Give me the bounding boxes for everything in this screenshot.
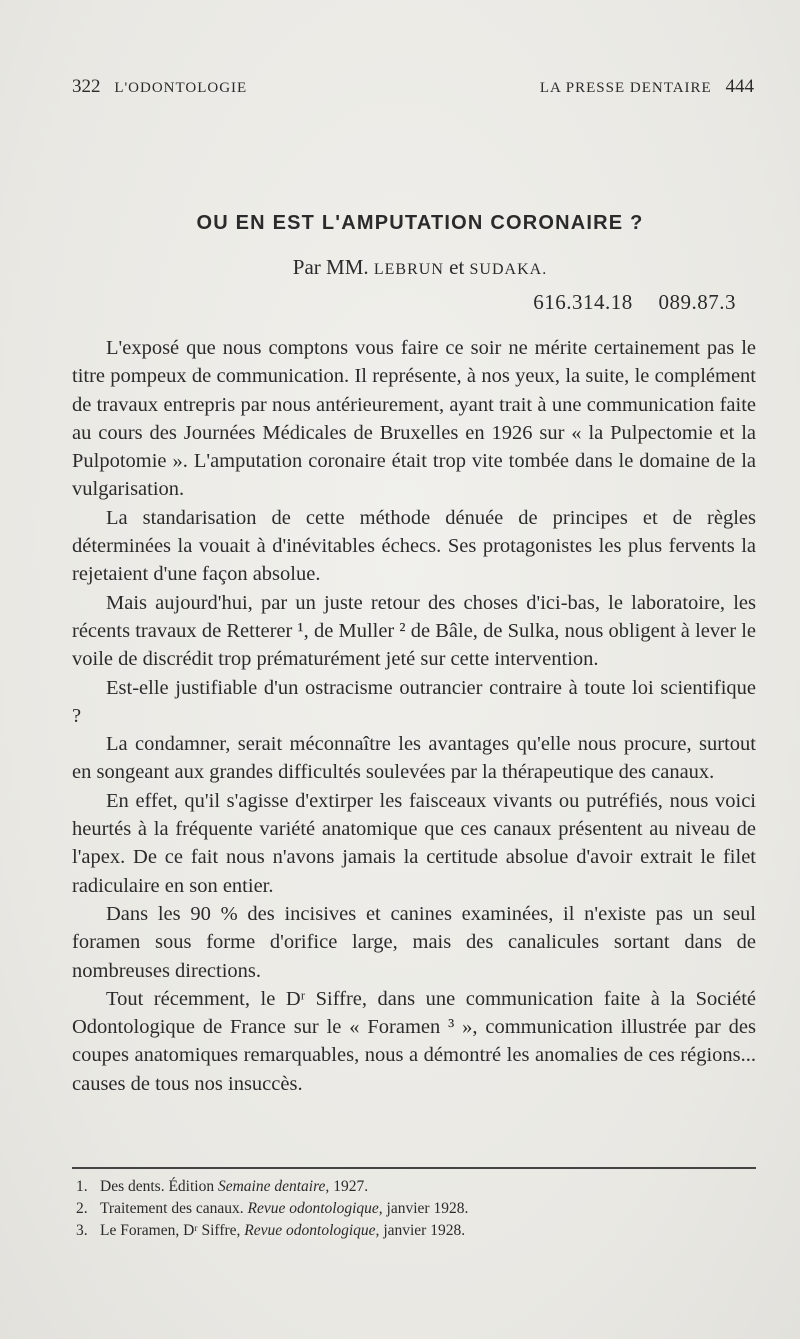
footnote-source: Revue odontologique, xyxy=(244,1222,380,1239)
classification-code-2: 089.87.3 xyxy=(658,290,736,314)
article-byline xyxy=(0,255,800,280)
paragraph-8: Tout récemment, le Dʳ Siffre, dans une communication faite à la Société Odontologique de France sur le « Foramen ³ », communication illustrée par des coupes anatomiques remarquables, nous a démontré les anomalies de ces régions... causes de tous nos insuccès. xyxy=(72,987,756,1095)
footnote-3 xyxy=(76,1220,756,1242)
paragraph-6: En effet, qu'il s'agisse d'extirper les faisceaux vivants ou putréfiés, nous voici heurtés à la fréquente variété anatomique que ces canaux présentent au niveau de l'apex. De ce fait nous n'avons jamais la certitude absolue d'avoir extrait le filet radiculaire en son entier. xyxy=(72,789,756,897)
footnote-text: Traitement des canaux. xyxy=(100,1200,248,1217)
author-sudaka: SUDAKA. xyxy=(469,261,548,278)
paragraph-4: Est-elle justifiable d'un ostracisme outrancier contraire à toute loi scientifique ? xyxy=(72,676,756,727)
header-left xyxy=(72,76,247,98)
footnote-number: 1. xyxy=(76,1178,88,1195)
paragraph-5: La condamner, serait méconnaître les avantages qu'elle nous procure, surtout en songeant aux grandes difficultés soulevées par la thérapeutique des canaux. xyxy=(72,733,756,784)
footnote-source: Revue odontologique, xyxy=(247,1200,383,1217)
left-journal-name: L'ODONTOLOGIE xyxy=(114,80,248,96)
paragraph-1: L'exposé que nous comptons vous faire ce soir ne mérite certainement pas le titre pompeux de communication. Il représente, à nos yeux, la suite, le complément de travaux entrepris par nous antérieurement, ayant trait à une communication faite au cours des Journées Médicales de Bruxelles en 1926 sur « la Pulpectomie et la Pulpotomie ». L'amputation coronaire était trop vite tombée dans le domaine de la vulgarisation. xyxy=(72,337,756,501)
right-journal-name: LA PRESSE DENTAIRE xyxy=(539,80,712,96)
footnote-number: 3. xyxy=(76,1222,88,1239)
header-right xyxy=(540,76,754,98)
footnote-text: Le Foramen, Dʳ Siffre, xyxy=(100,1222,245,1239)
footnote-date: janvier 1928. xyxy=(382,1200,469,1217)
footnote-2 xyxy=(76,1198,756,1220)
article-body xyxy=(72,334,756,1098)
footnote-separator xyxy=(72,1167,756,1169)
footnote-1 xyxy=(76,1176,756,1198)
paragraph-2: La standarisation de cette méthode dénuée de principes et de règles déterminées la vouait à d'inévitables échecs. Ses protagonistes les plus fervents la rejetaient d'une façon absolue. xyxy=(72,506,756,586)
left-page-number: 322 xyxy=(72,76,101,97)
classification-code-1: 616.314.18 xyxy=(533,290,633,314)
paragraph-7: Dans les 90 % des incisives et canines examinées, il n'existe pas un seul foramen sous forme d'orifice large, mais des canalicules sortant dans de nombreuses directions. xyxy=(72,902,756,982)
byline-prefix: Par MM. xyxy=(292,255,369,279)
paragraph-3: Mais aujourd'hui, par un juste retour des choses d'ici-bas, le laboratoire, les récents travaux de Retterer ¹, de Muller ² de Bâle, de Sulka, nous obligent à lever le voile de discrédit trop prématurément jeté sur cette intervention. xyxy=(72,591,756,671)
running-header xyxy=(72,76,754,104)
byline-conjunction: et xyxy=(449,255,465,279)
classification-codes xyxy=(533,290,736,315)
footnote-date: janvier 1928. xyxy=(379,1222,466,1239)
article-title: OU EN EST L'AMPUTATION CORONAIRE ? xyxy=(196,212,644,234)
footnote-source: Semaine dentaire, xyxy=(217,1178,330,1195)
footnote-text: Des dents. Édition xyxy=(100,1178,218,1195)
author-lebrun: LEBRUN xyxy=(373,261,444,278)
right-page-number: 444 xyxy=(725,76,754,97)
footnotes xyxy=(76,1176,756,1242)
footnote-date: 1927. xyxy=(329,1178,369,1195)
footnote-number: 2. xyxy=(76,1200,88,1217)
